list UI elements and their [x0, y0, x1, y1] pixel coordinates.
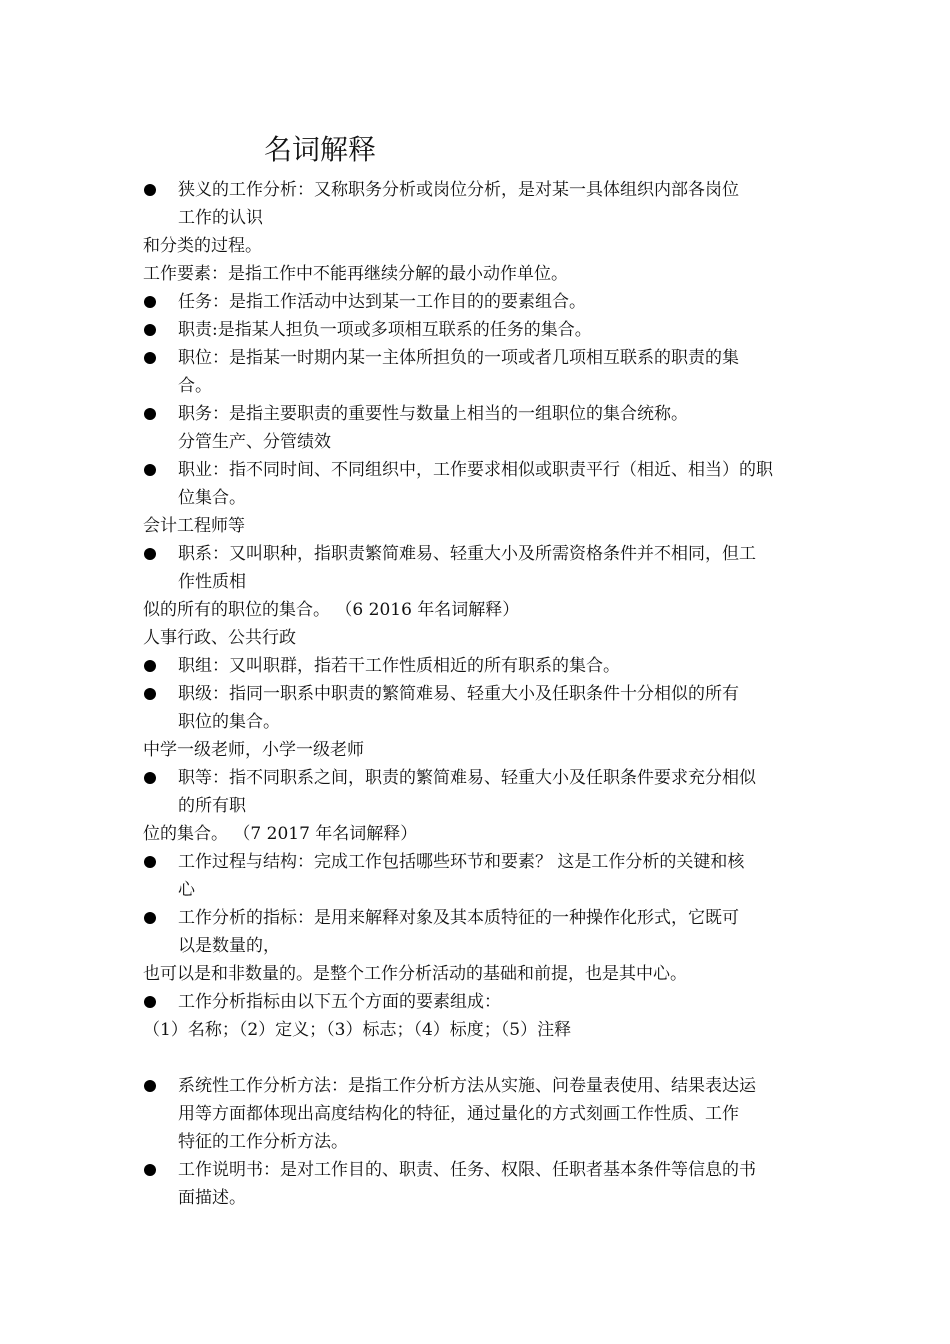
- paragraph-line: 中学一级老师，小学一级老师: [143, 740, 364, 760]
- bullet-icon: [144, 184, 156, 196]
- document-body: [143, 176, 813, 1212]
- list-item: 工作分析指标由以下五个方面的要素组成：: [143, 988, 813, 1016]
- bullet-icon: [144, 324, 156, 336]
- paragraph-line: 工作要素：是指工作中不能再继续分解的最小动作单位。: [143, 264, 568, 284]
- list-item: 任务：是指工作活动中达到某一工作目的的要素组合。: [143, 288, 813, 316]
- list-item: 工作分析的指标：是用来解释对象及其本质特征的一种操作化形式，它既可: [143, 904, 813, 932]
- paragraph-line: 和分类的过程。: [143, 236, 262, 256]
- list-item: 职业：指不同时间、不同组织中，工作要求相似或职责平行（相近、相当）的职: [143, 456, 813, 484]
- paragraph-line: 职位的集合。: [178, 712, 280, 732]
- paragraph-line: 位集合。: [178, 488, 246, 508]
- page-title: 名词解释: [264, 133, 377, 166]
- bullet-icon: [144, 548, 156, 560]
- list-item: 工作过程与结构：完成工作包括哪些环节和要素？ 这是工作分析的关键和核: [143, 848, 813, 876]
- list-item: 工作说明书：是对工作目的、职责、任务、权限、任职者基本条件等信息的书: [143, 1156, 813, 1184]
- bullet-icon: [144, 912, 156, 924]
- paragraph-line: 用等方面都体现出高度结构化的特征，通过量化的方式刻画工作性质、工作: [178, 1104, 739, 1124]
- bullet-icon: [144, 408, 156, 420]
- list-item: 职责:是指某人担负一项或多项相互联系的任务的集合。: [143, 316, 813, 344]
- bullet-icon: [144, 296, 156, 308]
- list-item: 职务：是指主要职责的重要性与数量上相当的一组职位的集合统称。: [143, 400, 813, 428]
- bullet-icon: [144, 772, 156, 784]
- bullet-icon: [144, 996, 156, 1008]
- list-item: 职等：指不同职系之间，职责的繁简难易、轻重大小及任职条件要求充分相似: [143, 764, 813, 792]
- paragraph-line: 也可以是和非数量的。是整个工作分析活动的基础和前提，也是其中心。: [143, 964, 687, 984]
- paragraph-line: 会计工程师等: [143, 516, 245, 536]
- blank-line: [143, 1044, 813, 1072]
- paragraph-line: 合。: [178, 376, 212, 396]
- bullet-icon: [144, 1080, 156, 1092]
- list-item: 职级：指同一职系中职责的繁简难易、轻重大小及任职条件十分相似的所有: [143, 680, 813, 708]
- bullet-icon: [144, 464, 156, 476]
- list-item: 职位：是指某一时期内某一主体所担负的一项或者几项相互联系的职责的集: [143, 344, 813, 372]
- paragraph-line: （1）名称；（2）定义；（3）标志；（4）标度；（5）注释: [143, 1020, 572, 1040]
- paragraph-line: 人事行政、公共行政: [143, 628, 296, 648]
- list-item: 系统性工作分析方法：是指工作分析方法从实施、问卷量表使用、结果表达运: [143, 1072, 813, 1100]
- list-item: 职组：又叫职群，指若干工作性质相近的所有职系的集合。: [143, 652, 813, 680]
- paragraph-line: 以是数量的，: [178, 936, 280, 956]
- bullet-icon: [144, 856, 156, 868]
- bullet-icon: [144, 352, 156, 364]
- paragraph-line: 面描述。: [178, 1188, 246, 1208]
- paragraph-line: 的所有职: [178, 796, 246, 816]
- bullet-icon: [144, 688, 156, 700]
- paragraph-line: 似的所有的职位的集合。 （6 2016 年名词解释）: [143, 600, 520, 620]
- paragraph-line: 工作的认识: [178, 208, 263, 228]
- bullet-icon: [144, 1164, 156, 1176]
- paragraph-line: 特征的工作分析方法。: [178, 1132, 348, 1152]
- paragraph-line: 心: [178, 880, 195, 900]
- list-item: 职系：又叫职种，指职责繁简难易、轻重大小及所需资格条件并不相同，但工: [143, 540, 813, 568]
- bullet-icon: [144, 660, 156, 672]
- paragraph-line: 作性质相: [178, 572, 246, 592]
- list-item: 狭义的工作分析：又称职务分析或岗位分析，是对某一具体组织内部各岗位: [143, 176, 813, 204]
- paragraph-line: 分管生产、分管绩效: [178, 432, 331, 452]
- paragraph-line: 位的集合。 （7 2017 年名词解释）: [143, 824, 418, 844]
